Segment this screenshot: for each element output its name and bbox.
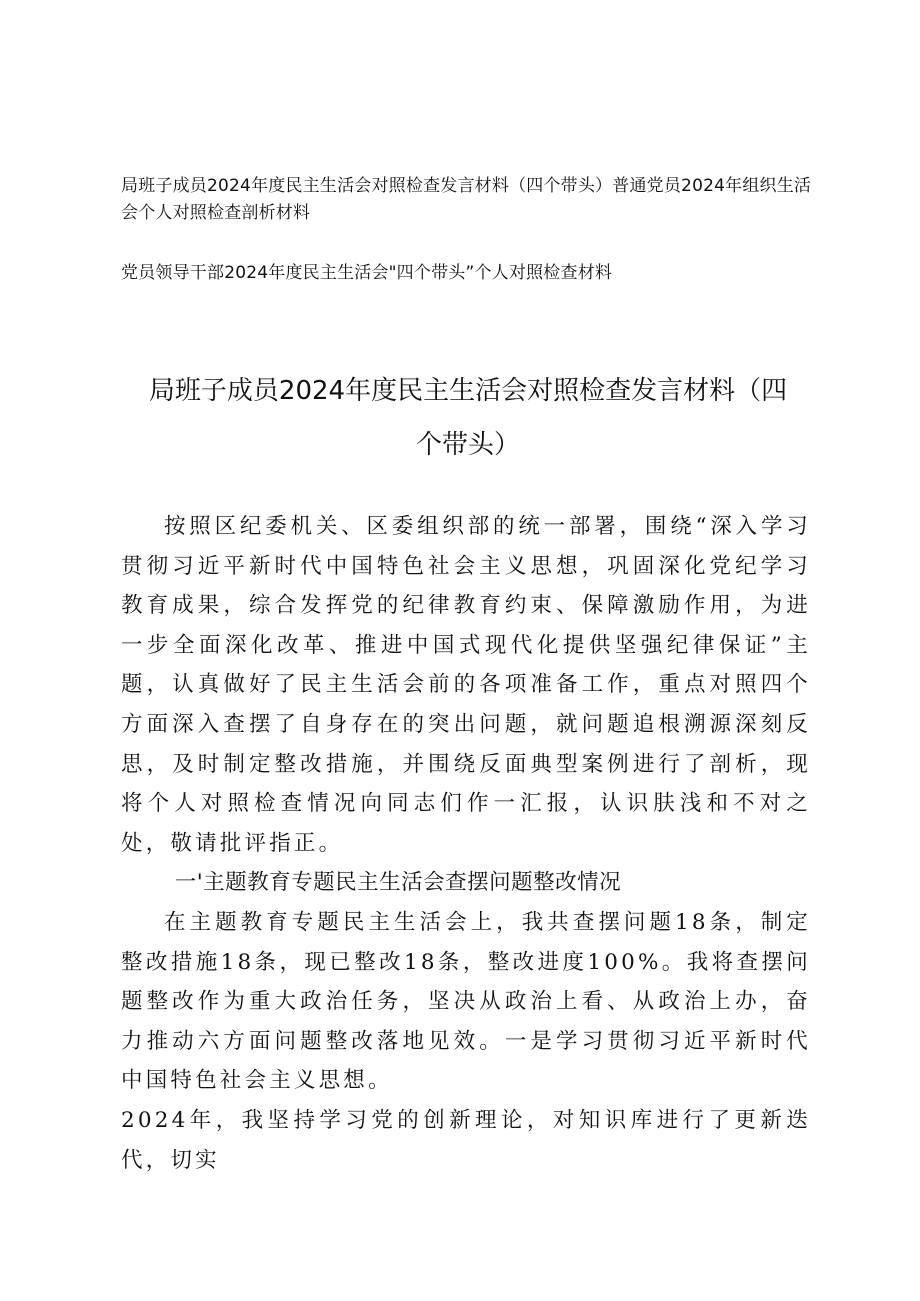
paragraph-intro: 按照区纪委机关、区委组织部的统一部署，围绕“深入学习贯彻习近平新时代中国特色社会主义思想，巩固深化党纪学习教育成果，综合发挥党的纪律教育约束、保障激励作用，为进一步全面深化改革、推进中国式现代化提供坚强纪律保证”主题，认真做好了民主生活会前的各项准备工作，重点对照四个方面深入查摆了自身存在的突出问题，就问题追根溯源深刻反思，及时制定整改措施，并围绕反面典型案例进行了剖析，现将个人对照检查情况向同志们作一汇报，认识肤浅和不对之处，敬请批评指正。 [121,514,811,856]
toc-line: 局班子成员2024年度民主生活会对照检查发言材料（四个带头）普通党员2024年组织生活会个人对照检查剖析材料 [121,176,812,223]
document-body [121,507,811,1180]
paragraph: 2024年，我坚持学习党的创新理论，对知识库进行了更新迭代，切实 [121,1107,811,1173]
paragraph: 在主题教育专题民主生活会上，我共查摆问题18条，制定整改措施18条，现已整改18条，整改进度100%。我将查摆问题整改作为重大政治任务，坚决从政治上看、从政治上办，奋力推动六方面问题整改落地见效。一是学习贯彻习近平新时代中国特色社会主义思想。 [121,909,811,1094]
document-title: 局班子成员2024年度民主生活会对照检查发言材料（四个带头） [148,376,788,460]
document-toc [121,173,821,287]
section-heading: 一'主题教育专题民主生活会查摆问题整改情况 [174,870,622,896]
toc-line: 党员领导干部2024年度民主生活会"四个带头”个人对照检查材料 [121,263,613,283]
